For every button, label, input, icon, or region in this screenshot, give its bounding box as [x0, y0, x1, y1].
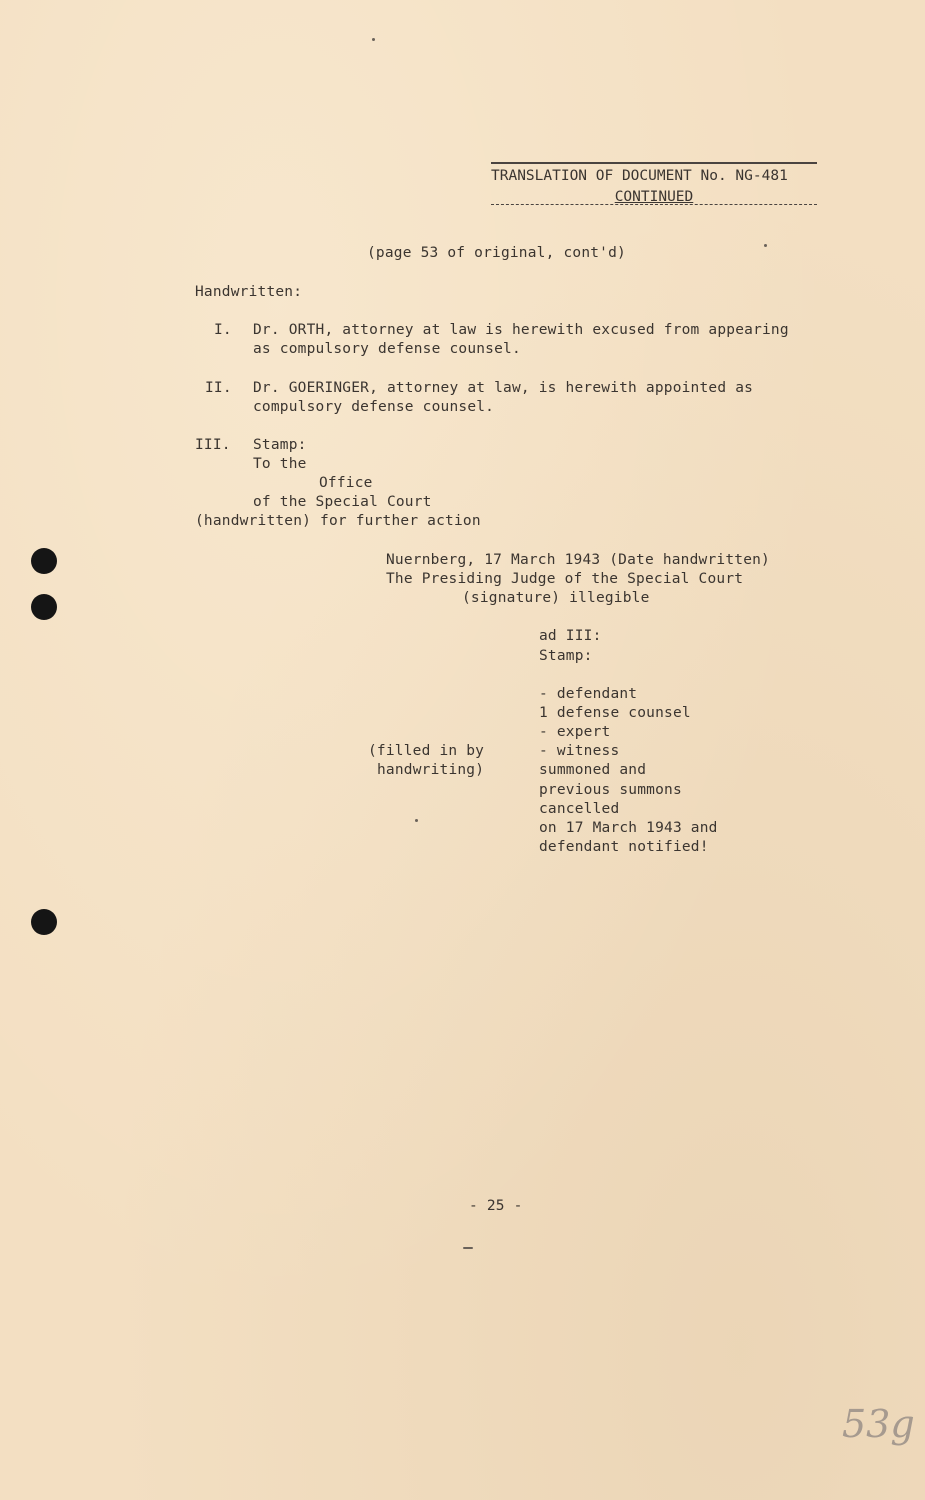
section-label: Handwritten:: [195, 284, 303, 300]
paper-speck: [463, 1247, 473, 1249]
item-numeral: I.: [214, 322, 232, 338]
further-action: (handwritten) for further action: [195, 513, 481, 529]
page-number: - 25 -: [469, 1198, 523, 1214]
ad-iii-heading: ad III:: [539, 628, 602, 644]
item-numeral: III.: [195, 437, 231, 453]
signature-note: (signature) illegible: [462, 590, 650, 606]
paper-speck: [415, 819, 418, 822]
header-top-rule: [491, 162, 817, 164]
stamp-list-item: previous summons: [539, 782, 682, 798]
stamp-list-item: - defendant: [539, 686, 638, 702]
item-line: of the Special Court: [253, 494, 432, 510]
page-reference: (page 53 of original, cont'd): [367, 245, 626, 261]
stamp-list-item: summoned and: [539, 762, 647, 778]
stamp-list-item: 1 defense counsel: [539, 705, 691, 721]
item-line: Dr. ORTH, attorney at law is herewith excused from appearing: [253, 322, 789, 338]
item-line: Dr. GOERINGER, attorney at law, is herewith appointed as: [253, 380, 754, 396]
pencil-annotation: 53g: [842, 1402, 915, 1446]
signature-date: Nuernberg, 17 March 1943 (Date handwritten): [386, 552, 770, 568]
stamp-list-item: defendant notified!: [539, 839, 709, 855]
stamp-list-item: - expert: [539, 724, 611, 740]
paper-speck: [372, 38, 375, 41]
item-line: To the: [253, 456, 307, 472]
punch-hole-3: [31, 909, 57, 935]
item-line: as compulsory defense counsel.: [253, 341, 521, 357]
filled-in-note: (filled in by: [368, 743, 485, 759]
ad-iii-stamp: Stamp:: [539, 648, 593, 664]
item-line: Office: [319, 475, 373, 491]
punch-hole-2: [31, 594, 57, 620]
stamp-list-item: cancelled: [539, 801, 620, 817]
item-line: Stamp:: [253, 437, 307, 453]
paper-speck: [764, 244, 767, 247]
document-subtitle: CONTINUED: [614, 189, 694, 205]
punch-hole-1: [31, 548, 57, 574]
item-line: compulsory defense counsel.: [253, 399, 495, 415]
header-bottom-rule: [491, 204, 817, 205]
document-title: TRANSLATION OF DOCUMENT No. NG-481: [491, 168, 788, 184]
stamp-list-item: on 17 March 1943 and: [539, 820, 718, 836]
item-numeral: II.: [205, 380, 232, 396]
signature-title: The Presiding Judge of the Special Court: [386, 571, 744, 587]
stamp-list-item: - witness: [539, 743, 620, 759]
filled-in-note: handwriting): [377, 762, 485, 778]
